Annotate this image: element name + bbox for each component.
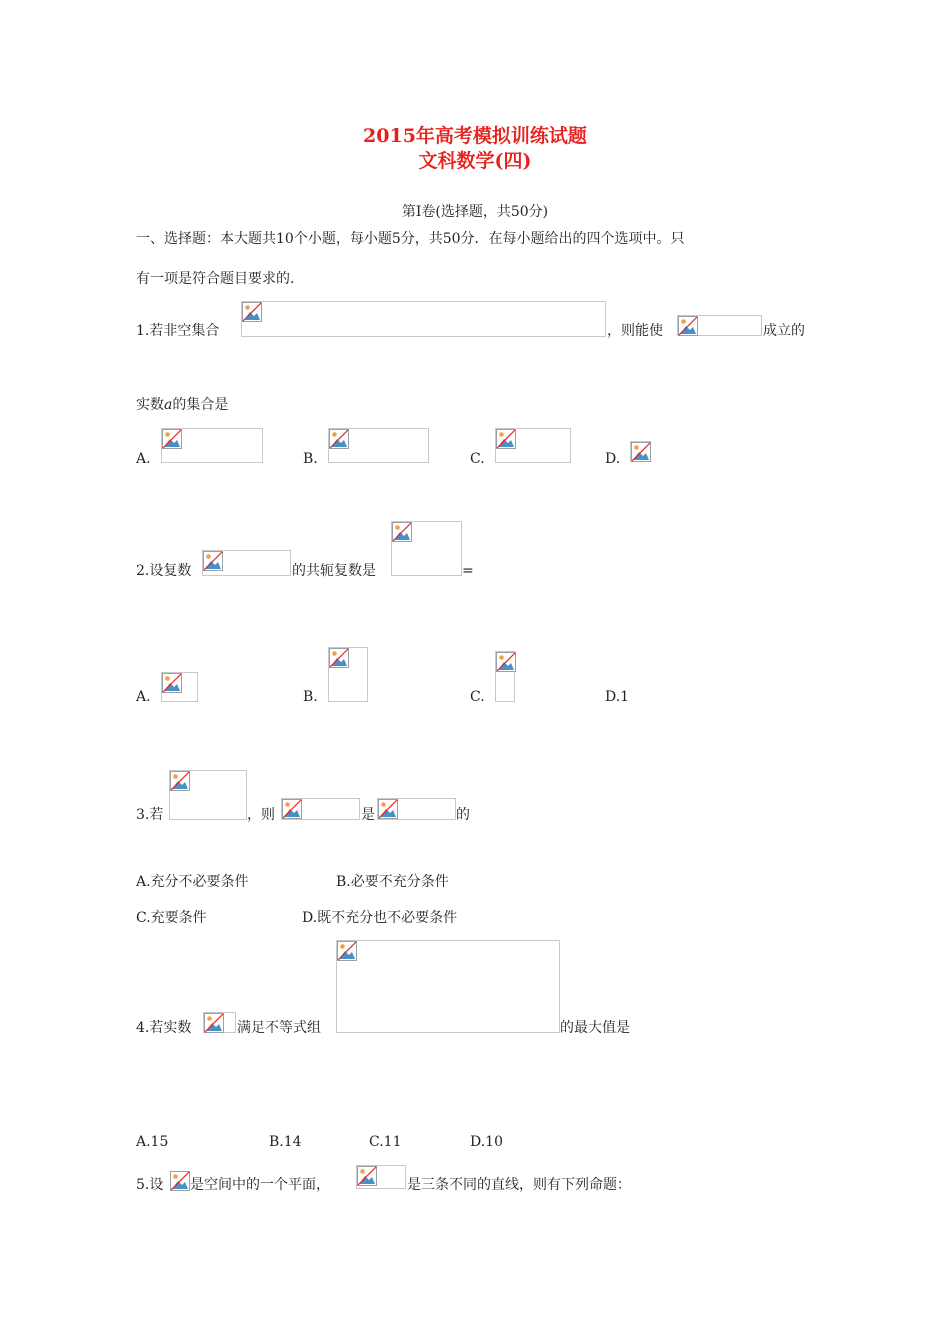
broken-image-icon	[337, 941, 357, 961]
q3-prefix: 3.若	[136, 807, 164, 823]
q3-option-b[interactable]: B.必要不充分条件	[336, 874, 449, 890]
q2-option-a[interactable]: A.	[136, 689, 151, 705]
formula-image	[161, 672, 198, 702]
q2-option-c[interactable]: C.	[470, 689, 485, 705]
q4-prefix: 4.若实数	[136, 1020, 192, 1036]
broken-image-icon	[496, 429, 516, 449]
q4-option-a[interactable]: A.15	[136, 1134, 169, 1150]
q5-prefix: 5.设	[136, 1177, 164, 1193]
q4-option-b[interactable]: B.14	[269, 1134, 302, 1150]
q5-suffix: 是三条不同的直线，则有下列命题：	[407, 1177, 631, 1193]
formula-image	[391, 521, 462, 576]
q2-suffix: =	[462, 563, 474, 579]
q4-mid: 满足不等式组	[237, 1020, 321, 1036]
broken-image-icon	[329, 429, 349, 449]
broken-image-icon	[203, 551, 223, 571]
formula-image	[495, 651, 515, 702]
q2-prefix: 2.设复数	[136, 563, 192, 579]
document-title: 2015年高考模拟训练试题	[363, 125, 587, 147]
formula-image	[169, 770, 247, 820]
formula-image	[281, 798, 360, 820]
q3-option-a[interactable]: A.充分不必要条件	[136, 874, 249, 890]
broken-image-icon	[357, 1166, 377, 1186]
variable-a: a	[164, 397, 173, 413]
q4-option-c[interactable]: C.11	[369, 1134, 402, 1150]
formula-image	[241, 301, 606, 337]
q1-line-2: 实数a的集合是	[136, 397, 229, 413]
formula-image	[328, 647, 368, 702]
formula-image	[202, 550, 291, 576]
formula-image	[630, 441, 651, 462]
q1-option-b[interactable]: B.	[303, 451, 318, 467]
broken-image-icon	[162, 429, 182, 449]
q2-mid: 的共轭复数是	[292, 563, 376, 579]
broken-image-icon	[496, 652, 516, 672]
formula-image	[161, 428, 263, 463]
broken-image-icon	[282, 799, 302, 819]
q3-suffix: 的	[456, 807, 470, 823]
q5-mid: 是空间中的一个平面，	[190, 1177, 330, 1193]
broken-image-icon	[329, 648, 349, 668]
broken-image-icon	[678, 316, 698, 336]
instructions-line-1: 一、选择题：本大题共10个小题，每小题5分，共50分．在每小题给出的四个选项中。只	[136, 231, 685, 247]
q2-option-b[interactable]: B.	[303, 689, 318, 705]
q1-option-a[interactable]: A.	[136, 451, 151, 467]
q3-mid-1: ，则	[247, 807, 275, 823]
q3-mid-2: 是	[361, 807, 375, 823]
formula-image	[203, 1012, 236, 1033]
q2-option-d[interactable]: D.1	[605, 689, 630, 705]
broken-image-icon	[170, 771, 190, 791]
document-subtitle: 文科数学(四)	[418, 150, 532, 172]
q1-option-d[interactable]: D.	[605, 451, 621, 467]
broken-image-icon	[242, 302, 262, 322]
instructions-line-2: 有一项是符合题目要求的.	[136, 271, 295, 287]
formula-image	[677, 315, 762, 336]
q3-option-d[interactable]: D.既不充分也不必要条件	[302, 910, 458, 926]
formula-image	[377, 798, 456, 820]
q3-option-c[interactable]: C.充要条件	[136, 910, 207, 926]
q1-option-c[interactable]: C.	[470, 451, 485, 467]
broken-image-icon	[378, 799, 398, 819]
broken-image-icon	[631, 442, 651, 462]
formula-image	[336, 940, 560, 1033]
broken-image-icon	[392, 522, 412, 542]
q4-suffix: 的最大值是	[560, 1020, 630, 1036]
formula-image	[356, 1165, 406, 1189]
broken-image-icon	[170, 1171, 190, 1191]
q4-option-d[interactable]: D.10	[470, 1134, 503, 1150]
broken-image-icon	[204, 1013, 224, 1033]
formula-image	[328, 428, 429, 463]
q1-prefix: 1.若非空集合	[136, 323, 220, 339]
section-header: 第Ⅰ卷(选择题，共50分)	[401, 204, 549, 220]
formula-image	[495, 428, 571, 463]
broken-image-icon	[162, 673, 182, 693]
q1-mid: ，则能使	[607, 323, 663, 339]
q1-suffix: 成立的	[763, 323, 805, 339]
